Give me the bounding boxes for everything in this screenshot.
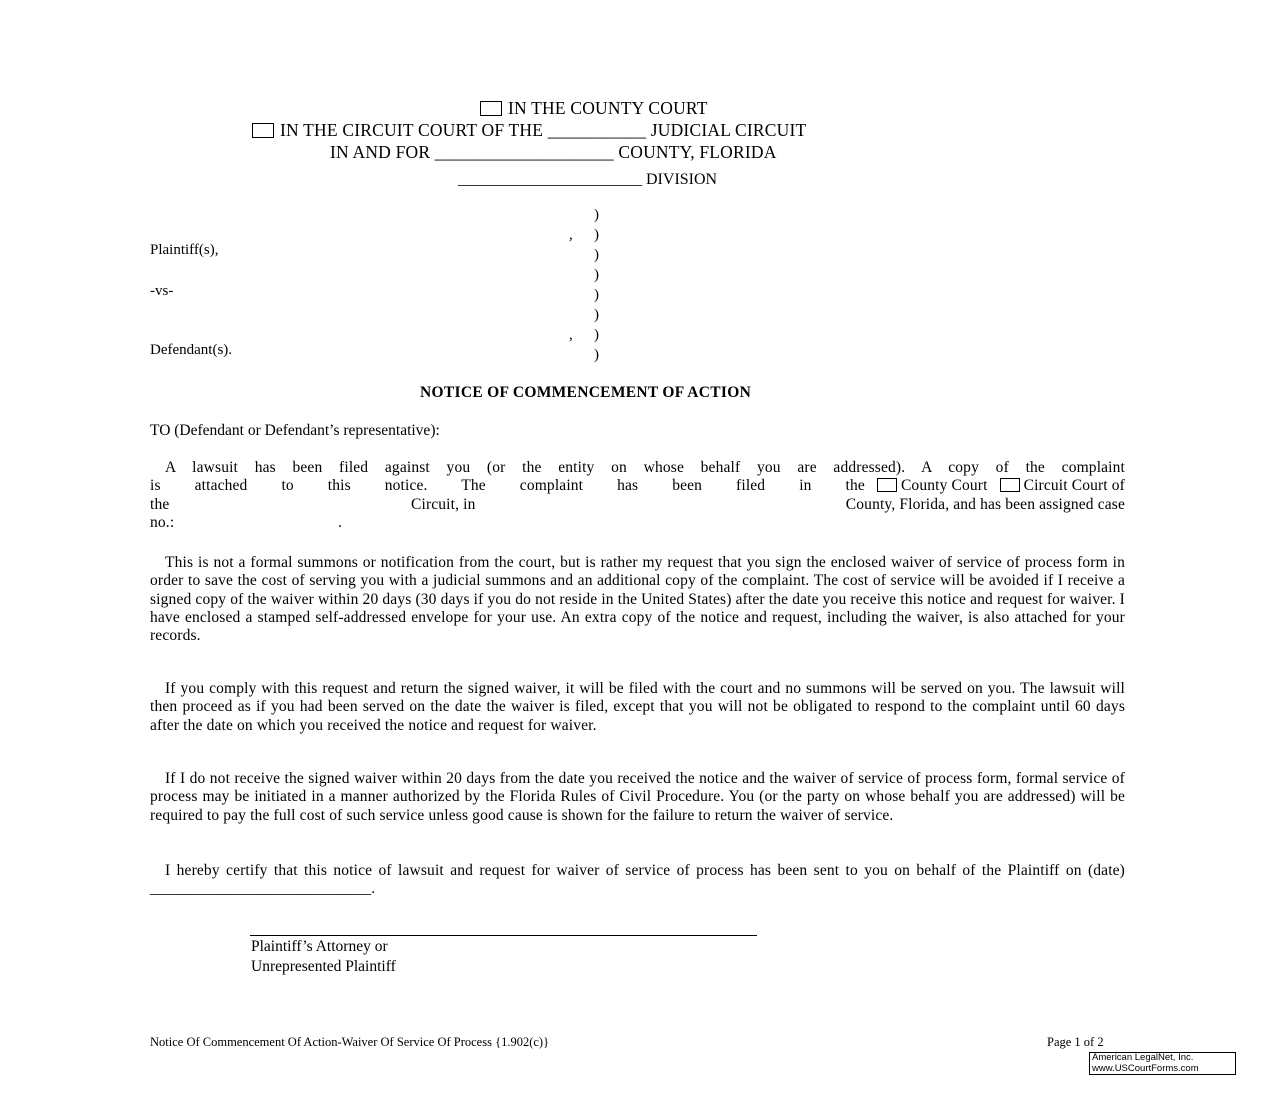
para1-line1: A lawsuit has been filed against you (or the entity on whose behalf you are addressed). A copy of the complaint xyxy=(165,459,1125,476)
caption-paren: ) xyxy=(594,207,599,223)
caption-paren: ) xyxy=(594,347,599,363)
signature-label-attorney: Plaintiff’s Attorney or xyxy=(251,938,388,955)
county-court-line: IN THE COUNTY COURT xyxy=(480,98,708,119)
paragraph-not-formal-summons: This is not a formal summons or notification from the court, but is rather my request that you sign the enclosed waiver of service of process form in order to save the cost of serving you with a judicial summons and an additional copy of the complaint. The cost of service will be avoided if I receive a signed copy of the waiver within 20 days (30 days if you do not reside in the United States) after the date you receive this notice and request for waiver. I have enclosed a stamped self-addressed envelope for your use. An extra copy of the notice and request, including the waiver, is also attached for your records. xyxy=(150,554,1125,645)
defendant-label: Defendant(s). xyxy=(150,342,233,358)
county-line: IN AND FOR ____________________ COUNTY, FLORIDA xyxy=(330,142,777,162)
circuit-court-checkbox[interactable] xyxy=(252,123,274,138)
paragraph-not-received: If I do not receive the signed waiver within 20 days from the date you received the notice and the waiver of service of process form, formal service of process may be initiated in a manner authorized by the Florida Rules of Civil Procedure. You (or the party on whose behalf you are addressed) will be required to pay the full cost of such service unless good cause is shown for the failure to return the waiver of service. xyxy=(150,770,1125,824)
defendant-comma: , xyxy=(569,327,573,343)
caption-paren: ) xyxy=(594,267,599,283)
page-number: Page 1 of 2 xyxy=(1047,1035,1104,1049)
document-title: NOTICE OF COMMENCEMENT OF ACTION xyxy=(420,384,752,401)
caption-paren: ) xyxy=(594,287,599,303)
para1-line2: is attached to this notice. The complaint has been filed in the County Court Circuit Court of xyxy=(150,477,1125,495)
county-court-option: County Court xyxy=(873,477,988,495)
division-line: _______________________ DIVISION xyxy=(458,171,718,188)
publisher-badge xyxy=(1089,1052,1236,1075)
plaintiff-comma: , xyxy=(569,227,573,243)
signature-label-plaintiff: Unrepresented Plaintiff xyxy=(251,958,396,975)
caption-paren: ) xyxy=(594,307,599,323)
caption-paren: ) xyxy=(594,227,599,243)
county-court-checkbox[interactable] xyxy=(480,101,502,116)
caption-paren: ) xyxy=(594,327,599,343)
publisher-url[interactable]: www.USCourtForms.com xyxy=(1092,1062,1199,1074)
para1-line3: the Circuit, in County, Florida, and has been assigned case xyxy=(150,495,1125,513)
paragraph-comply-request: If you comply with this request and return the signed waiver, it will be filed with the court and no summons will be served on you. The lawsuit will then proceed as if you had been served on the date the waiver is filed, except that you will not be obligated to respond to the complaint until 60 days after the date on which you received the notice and request for waiver. xyxy=(150,680,1125,734)
to-line: TO (Defendant or Defendant’s representative): xyxy=(150,422,440,439)
county-court-inline-checkbox[interactable] xyxy=(877,478,897,492)
plaintiff-label: Plaintiff(s), xyxy=(150,242,219,258)
circuit-court-line: IN THE CIRCUIT COURT OF THE ___________ JUDICIAL CIRCUIT xyxy=(252,120,806,141)
footer-form-title: Notice Of Commencement Of Action-Waiver Of Service Of Process {1.902(c)} xyxy=(150,1035,550,1049)
caption-paren: ) xyxy=(594,247,599,263)
vs-label: -vs- xyxy=(150,283,174,299)
paragraph-certification: I hereby certify that this notice of lawsuit and request for waiver of service of process has been sent to you on behalf of the Plaintiff on (date) ____________________________. xyxy=(150,862,1125,898)
paragraph-lawsuit-filed xyxy=(150,459,1125,532)
publisher-name: American LegalNet, Inc. xyxy=(1092,1052,1194,1063)
signature-line[interactable] xyxy=(250,935,757,936)
circuit-court-inline-checkbox[interactable] xyxy=(1000,478,1020,492)
para1-line4: no.: . xyxy=(150,513,343,531)
circuit-court-option: Circuit Court of xyxy=(996,477,1125,495)
